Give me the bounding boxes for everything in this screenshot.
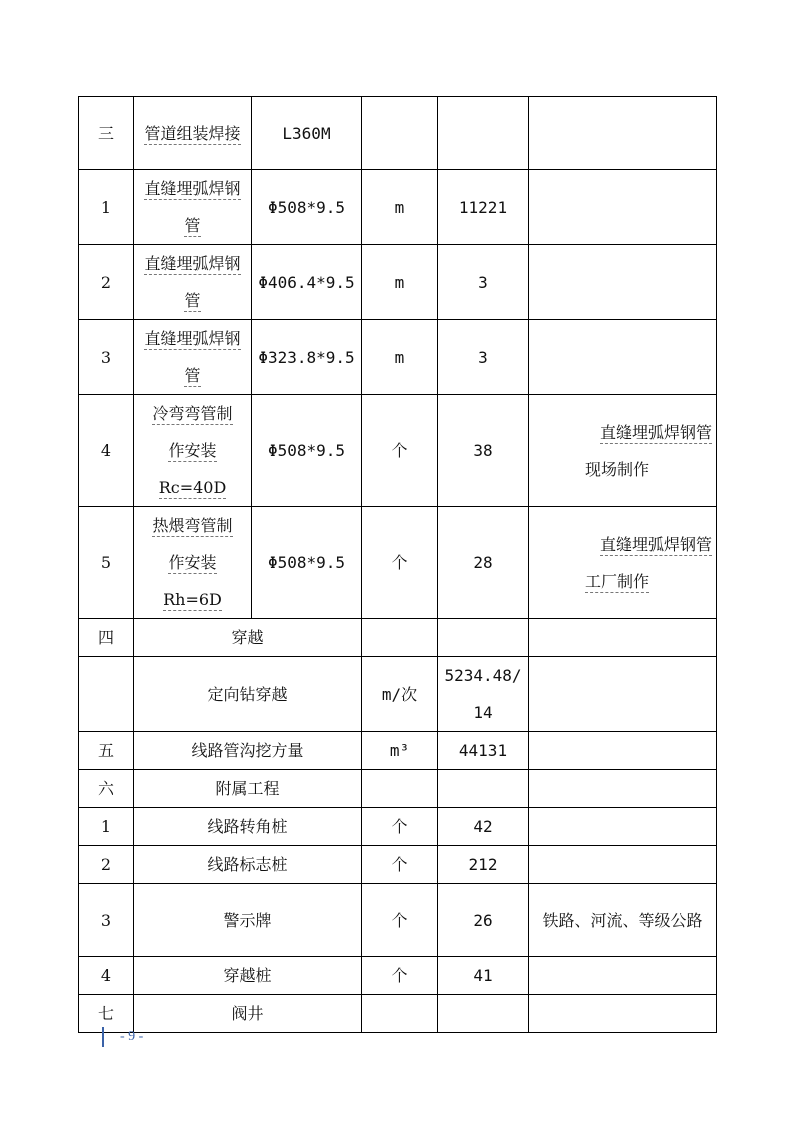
cell-qty: 26 — [438, 884, 529, 957]
cell-no: 六 — [79, 770, 134, 808]
footer-accent-bar — [102, 1027, 104, 1047]
cell-unit: 个 — [362, 808, 438, 846]
item-name-line2: 作安装 — [168, 553, 217, 572]
cell-no: 3 — [79, 320, 134, 395]
cell-spec: Φ508*9.5 — [252, 507, 362, 619]
note-line2: 现场制作 — [585, 459, 650, 479]
cell-qty — [438, 619, 529, 657]
cell-unit: 个 — [362, 884, 438, 957]
cell-unit: m/次 — [362, 657, 438, 732]
cell-note — [529, 97, 717, 170]
cell-unit: 个 — [362, 846, 438, 884]
cell-note: 铁路、河流、等级公路 — [529, 884, 717, 957]
cell-spec: L360M — [252, 97, 362, 170]
page-number: - 9 - — [120, 1029, 144, 1044]
item-name-line3: Rh=6D — [163, 590, 222, 609]
cell-unit: 个 — [362, 395, 438, 507]
note-line1: 直缝埋弧焊钢管 — [599, 534, 712, 554]
table-row — [79, 957, 717, 995]
table-row — [79, 395, 717, 507]
cell-name — [134, 507, 252, 619]
table-row — [79, 507, 717, 619]
table-row — [79, 320, 717, 395]
cell-unit: m — [362, 170, 438, 245]
cell-name: 穿越 — [134, 619, 362, 657]
cell-no — [79, 657, 134, 732]
cell-no: 五 — [79, 732, 134, 770]
cell-no: 1 — [79, 808, 134, 846]
table-row — [79, 619, 717, 657]
note-line1: 直缝埋弧焊钢管 — [599, 422, 712, 442]
cell-name — [134, 245, 252, 320]
cell-no: 七 — [79, 995, 134, 1033]
cell-note — [529, 507, 717, 619]
table-row — [79, 657, 717, 732]
cell-no: 5 — [79, 507, 134, 619]
cell-unit — [362, 97, 438, 170]
cell-no: 2 — [79, 245, 134, 320]
cell-note — [529, 770, 717, 808]
cell-qty: 5234.48/14 — [438, 657, 529, 732]
cell-unit: 个 — [362, 507, 438, 619]
table-row — [79, 732, 717, 770]
cell-note — [529, 170, 717, 245]
cell-qty: 41 — [438, 957, 529, 995]
cell-spec: Φ508*9.5 — [252, 170, 362, 245]
cell-name: 阀井 — [134, 995, 362, 1033]
cell-name — [134, 97, 252, 170]
page-footer — [102, 1027, 143, 1047]
table-row — [79, 245, 717, 320]
note-line2: 工厂制作 — [585, 571, 650, 591]
cell-qty: 3 — [438, 320, 529, 395]
cell-no: 3 — [79, 884, 134, 957]
cell-name — [134, 170, 252, 245]
table-row — [79, 995, 717, 1033]
item-name: 直缝埋弧焊钢管 — [144, 179, 241, 235]
table-row — [79, 170, 717, 245]
cell-qty: 42 — [438, 808, 529, 846]
table-row — [79, 884, 717, 957]
cell-spec: Φ323.8*9.5 — [252, 320, 362, 395]
cell-note — [529, 846, 717, 884]
cell-qty — [438, 995, 529, 1033]
cell-qty: 28 — [438, 507, 529, 619]
cell-note — [529, 957, 717, 995]
item-name: 直缝埋弧焊钢管 — [144, 254, 241, 310]
cell-unit — [362, 995, 438, 1033]
cell-name: 附属工程 — [134, 770, 362, 808]
table-row — [79, 808, 717, 846]
cell-name: 定向钻穿越 — [134, 657, 362, 732]
cell-note — [529, 395, 717, 507]
item-name-line2: 作安装 — [168, 441, 217, 460]
cell-name — [134, 320, 252, 395]
cell-unit: m³ — [362, 732, 438, 770]
table-row — [79, 770, 717, 808]
item-name: 管道组装焊接 — [144, 123, 241, 143]
cell-unit: m — [362, 245, 438, 320]
cell-name: 穿越桩 — [134, 957, 362, 995]
cell-note — [529, 320, 717, 395]
cell-qty — [438, 770, 529, 808]
item-name-line1: 冷弯弯管制 — [152, 404, 233, 423]
cell-qty: 38 — [438, 395, 529, 507]
cell-spec: Φ508*9.5 — [252, 395, 362, 507]
cell-no: 2 — [79, 846, 134, 884]
item-name: 直缝埋弧焊钢管 — [144, 329, 241, 385]
item-name-line1: 热煨弯管制 — [152, 516, 233, 535]
cell-qty: 212 — [438, 846, 529, 884]
cell-unit — [362, 770, 438, 808]
cell-no: 1 — [79, 170, 134, 245]
cell-qty: 11221 — [438, 170, 529, 245]
cell-name — [134, 395, 252, 507]
cell-unit: m — [362, 320, 438, 395]
cell-name: 警示牌 — [134, 884, 362, 957]
cell-note — [529, 619, 717, 657]
table-row — [79, 97, 717, 170]
item-name-line3: Rc=40D — [158, 478, 227, 497]
cell-note — [529, 808, 717, 846]
cell-no: 四 — [79, 619, 134, 657]
cell-note — [529, 995, 717, 1033]
cell-name: 线路标志桩 — [134, 846, 362, 884]
quantity-table — [78, 96, 717, 1033]
cell-name: 线路转角桩 — [134, 808, 362, 846]
cell-spec: Φ406.4*9.5 — [252, 245, 362, 320]
cell-unit: 个 — [362, 957, 438, 995]
cell-no: 三 — [79, 97, 134, 170]
cell-no: 4 — [79, 957, 134, 995]
cell-note — [529, 732, 717, 770]
cell-note — [529, 245, 717, 320]
cell-name: 线路管沟挖方量 — [134, 732, 362, 770]
cell-no: 4 — [79, 395, 134, 507]
cell-qty: 3 — [438, 245, 529, 320]
cell-qty — [438, 97, 529, 170]
cell-qty: 44131 — [438, 732, 529, 770]
cell-note — [529, 657, 717, 732]
table-row — [79, 846, 717, 884]
cell-unit — [362, 619, 438, 657]
